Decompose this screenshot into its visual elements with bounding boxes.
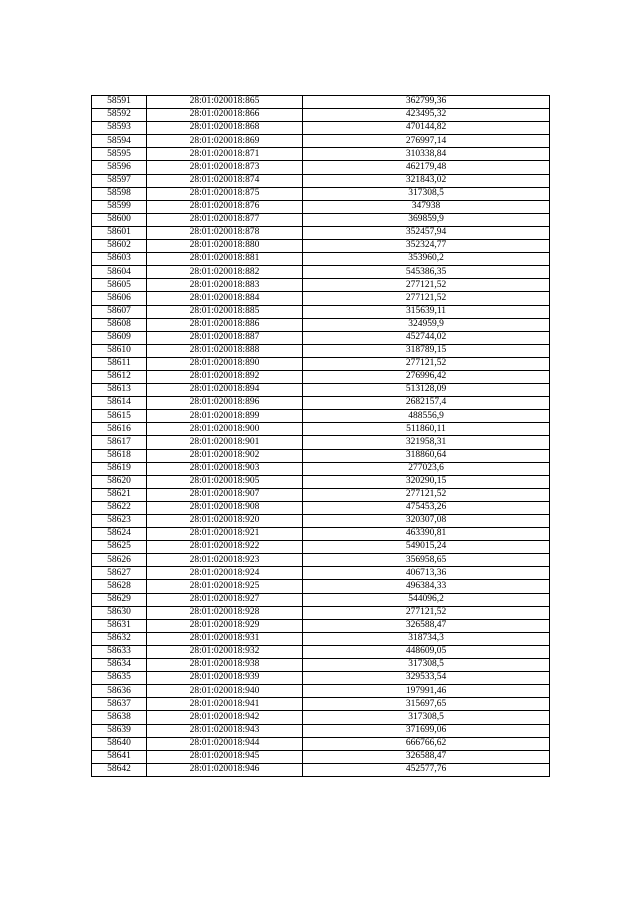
row-number-cell: 58610 [92,344,147,357]
cadastral-number-cell: 28:01:020018:886 [147,318,303,331]
row-number-cell: 58603 [92,253,147,266]
row-number-cell: 58614 [92,397,147,410]
table-row [92,672,550,685]
value-cell: 326588,47 [303,750,550,763]
table-body [92,96,550,777]
cadastral-number-cell: 28:01:020018:939 [147,672,303,685]
cadastral-number-cell: 28:01:020018:874 [147,174,303,187]
row-number-cell: 58625 [92,541,147,554]
cadastral-number-cell: 28:01:020018:908 [147,501,303,514]
row-number-cell: 58628 [92,580,147,593]
value-cell: 347938 [303,200,550,213]
value-cell: 544096,2 [303,593,550,606]
row-number-cell: 58623 [92,515,147,528]
cadastral-number-cell: 28:01:020018:940 [147,685,303,698]
cadastral-number-cell: 28:01:020018:900 [147,423,303,436]
table-row [92,318,550,331]
cadastral-number-cell: 28:01:020018:907 [147,488,303,501]
row-number-cell: 58602 [92,240,147,253]
row-number-cell: 58613 [92,384,147,397]
cadastral-number-cell: 28:01:020018:888 [147,344,303,357]
cadastral-number-cell: 28:01:020018:871 [147,148,303,161]
cadastral-number-cell: 28:01:020018:941 [147,698,303,711]
table-row [92,632,550,645]
cadastral-number-cell: 28:01:020018:923 [147,554,303,567]
value-cell: 666766,62 [303,737,550,750]
value-cell: 452744,02 [303,331,550,344]
value-cell: 317308,5 [303,187,550,200]
row-number-cell: 58640 [92,737,147,750]
cadastral-number-cell: 28:01:020018:922 [147,541,303,554]
row-number-cell: 58629 [92,593,147,606]
cadastral-number-cell: 28:01:020018:945 [147,750,303,763]
cadastral-number-cell: 28:01:020018:873 [147,161,303,174]
row-number-cell: 58638 [92,711,147,724]
row-number-cell: 58622 [92,501,147,514]
row-number-cell: 58607 [92,305,147,318]
table-row [92,96,550,109]
table-row [92,344,550,357]
cadastral-number-cell: 28:01:020018:882 [147,266,303,279]
value-cell: 545386,35 [303,266,550,279]
row-number-cell: 58615 [92,410,147,423]
table-row [92,187,550,200]
table-row [92,580,550,593]
value-cell: 356958,65 [303,554,550,567]
value-cell: 406713,36 [303,567,550,580]
cadastral-number-cell: 28:01:020018:896 [147,397,303,410]
table-row [92,606,550,619]
cadastral-number-cell: 28:01:020018:881 [147,253,303,266]
value-cell: 277121,52 [303,357,550,370]
row-number-cell: 58604 [92,266,147,279]
value-cell: 277121,52 [303,488,550,501]
table-row [92,449,550,462]
cadastral-number-cell: 28:01:020018:902 [147,449,303,462]
row-number-cell: 58632 [92,632,147,645]
table-row [92,593,550,606]
table-row [92,659,550,672]
value-cell: 352457,94 [303,226,550,239]
cadastral-number-cell: 28:01:020018:944 [147,737,303,750]
value-cell: 310338,84 [303,148,550,161]
value-cell: 317308,5 [303,711,550,724]
value-cell: 353960,2 [303,253,550,266]
row-number-cell: 58593 [92,122,147,135]
row-number-cell: 58641 [92,750,147,763]
row-number-cell: 58592 [92,109,147,122]
row-number-cell: 58642 [92,763,147,776]
row-number-cell: 58599 [92,200,147,213]
cadastral-number-cell: 28:01:020018:924 [147,567,303,580]
cadastral-number-cell: 28:01:020018:878 [147,226,303,239]
table-row [92,619,550,632]
table-row [92,515,550,528]
table-row [92,226,550,239]
row-number-cell: 58617 [92,436,147,449]
row-number-cell: 58626 [92,554,147,567]
table-row [92,554,550,567]
value-cell: 315697,65 [303,698,550,711]
value-cell: 371699,06 [303,724,550,737]
cadastral-value-table [91,95,550,777]
table-row [92,305,550,318]
value-cell: 513128,09 [303,384,550,397]
row-number-cell: 58616 [92,423,147,436]
row-number-cell: 58620 [92,475,147,488]
cadastral-number-cell: 28:01:020018:885 [147,305,303,318]
row-number-cell: 58611 [92,357,147,370]
value-cell: 462179,48 [303,161,550,174]
row-number-cell: 58634 [92,659,147,672]
value-cell: 369859,9 [303,213,550,226]
table-row [92,357,550,370]
table-row [92,462,550,475]
cadastral-number-cell: 28:01:020018:869 [147,135,303,148]
table-row [92,331,550,344]
row-number-cell: 58639 [92,724,147,737]
table-row [92,148,550,161]
table-row [92,698,550,711]
table-row [92,711,550,724]
value-cell: 488556,9 [303,410,550,423]
row-number-cell: 58619 [92,462,147,475]
value-cell: 496384,33 [303,580,550,593]
row-number-cell: 58621 [92,488,147,501]
value-cell: 277023,6 [303,462,550,475]
table-row [92,161,550,174]
table-row [92,541,550,554]
cadastral-number-cell: 28:01:020018:946 [147,763,303,776]
table-row [92,122,550,135]
row-number-cell: 58636 [92,685,147,698]
value-cell: 318789,15 [303,344,550,357]
table-row [92,501,550,514]
table-row [92,266,550,279]
value-cell: 315639,11 [303,305,550,318]
row-number-cell: 58598 [92,187,147,200]
cadastral-number-cell: 28:01:020018:899 [147,410,303,423]
cadastral-number-cell: 28:01:020018:920 [147,515,303,528]
cadastral-number-cell: 28:01:020018:892 [147,370,303,383]
table-row [92,763,550,776]
value-cell: 352324,77 [303,240,550,253]
table-row [92,135,550,148]
table-row [92,253,550,266]
cadastral-number-cell: 28:01:020018:927 [147,593,303,606]
row-number-cell: 58596 [92,161,147,174]
row-number-cell: 58635 [92,672,147,685]
value-cell: 277121,52 [303,292,550,305]
table-row [92,488,550,501]
table-row [92,528,550,541]
value-cell: 320307,08 [303,515,550,528]
value-cell: 2682157,4 [303,397,550,410]
value-cell: 318734,3 [303,632,550,645]
value-cell: 470144,82 [303,122,550,135]
value-cell: 318860,64 [303,449,550,462]
value-cell: 321843,02 [303,174,550,187]
cadastral-number-cell: 28:01:020018:865 [147,96,303,109]
value-cell: 463390,81 [303,528,550,541]
cadastral-number-cell: 28:01:020018:931 [147,632,303,645]
table-row [92,370,550,383]
value-cell: 326588,47 [303,619,550,632]
row-number-cell: 58630 [92,606,147,619]
value-cell: 329533,54 [303,672,550,685]
table-row [92,384,550,397]
table-row [92,213,550,226]
cadastral-number-cell: 28:01:020018:887 [147,331,303,344]
row-number-cell: 58600 [92,213,147,226]
row-number-cell: 58608 [92,318,147,331]
row-number-cell: 58627 [92,567,147,580]
cadastral-number-cell: 28:01:020018:943 [147,724,303,737]
value-cell: 475453,26 [303,501,550,514]
value-cell: 317308,5 [303,659,550,672]
row-number-cell: 58591 [92,96,147,109]
cadastral-number-cell: 28:01:020018:876 [147,200,303,213]
cadastral-number-cell: 28:01:020018:942 [147,711,303,724]
row-number-cell: 58594 [92,135,147,148]
value-cell: 277121,52 [303,279,550,292]
cadastral-number-cell: 28:01:020018:894 [147,384,303,397]
value-cell: 321958,31 [303,436,550,449]
value-cell: 511860,11 [303,423,550,436]
row-number-cell: 58606 [92,292,147,305]
table-row [92,645,550,658]
value-cell: 423495,32 [303,109,550,122]
table-row [92,685,550,698]
cadastral-number-cell: 28:01:020018:877 [147,213,303,226]
row-number-cell: 58605 [92,279,147,292]
cadastral-number-cell: 28:01:020018:883 [147,279,303,292]
table-row [92,109,550,122]
row-number-cell: 58612 [92,370,147,383]
table-row [92,737,550,750]
cadastral-number-cell: 28:01:020018:868 [147,122,303,135]
table-row [92,436,550,449]
row-number-cell: 58637 [92,698,147,711]
cadastral-number-cell: 28:01:020018:928 [147,606,303,619]
table-row [92,567,550,580]
cadastral-number-cell: 28:01:020018:880 [147,240,303,253]
cadastral-number-cell: 28:01:020018:932 [147,645,303,658]
value-cell: 277121,52 [303,606,550,619]
cadastral-number-cell: 28:01:020018:903 [147,462,303,475]
value-cell: 276997,14 [303,135,550,148]
value-cell: 276996,42 [303,370,550,383]
row-number-cell: 58633 [92,645,147,658]
table-row [92,292,550,305]
value-cell: 452577,76 [303,763,550,776]
cadastral-number-cell: 28:01:020018:905 [147,475,303,488]
row-number-cell: 58618 [92,449,147,462]
value-cell: 362799,36 [303,96,550,109]
value-cell: 324959,9 [303,318,550,331]
row-number-cell: 58609 [92,331,147,344]
table-row [92,750,550,763]
cadastral-number-cell: 28:01:020018:866 [147,109,303,122]
table-row [92,724,550,737]
value-cell: 549015,24 [303,541,550,554]
value-cell: 448609,05 [303,645,550,658]
cadastral-number-cell: 28:01:020018:938 [147,659,303,672]
table-row [92,200,550,213]
table-row [92,397,550,410]
cadastral-number-cell: 28:01:020018:884 [147,292,303,305]
table-row [92,240,550,253]
cadastral-number-cell: 28:01:020018:925 [147,580,303,593]
table-row [92,279,550,292]
cadastral-number-cell: 28:01:020018:921 [147,528,303,541]
table-row [92,410,550,423]
table-row [92,423,550,436]
row-number-cell: 58631 [92,619,147,632]
cadastral-number-cell: 28:01:020018:901 [147,436,303,449]
table-row [92,475,550,488]
value-cell: 320290,15 [303,475,550,488]
value-cell: 197991,46 [303,685,550,698]
row-number-cell: 58601 [92,226,147,239]
cadastral-number-cell: 28:01:020018:875 [147,187,303,200]
row-number-cell: 58597 [92,174,147,187]
cadastral-number-cell: 28:01:020018:890 [147,357,303,370]
row-number-cell: 58595 [92,148,147,161]
table-row [92,174,550,187]
cadastral-number-cell: 28:01:020018:929 [147,619,303,632]
row-number-cell: 58624 [92,528,147,541]
